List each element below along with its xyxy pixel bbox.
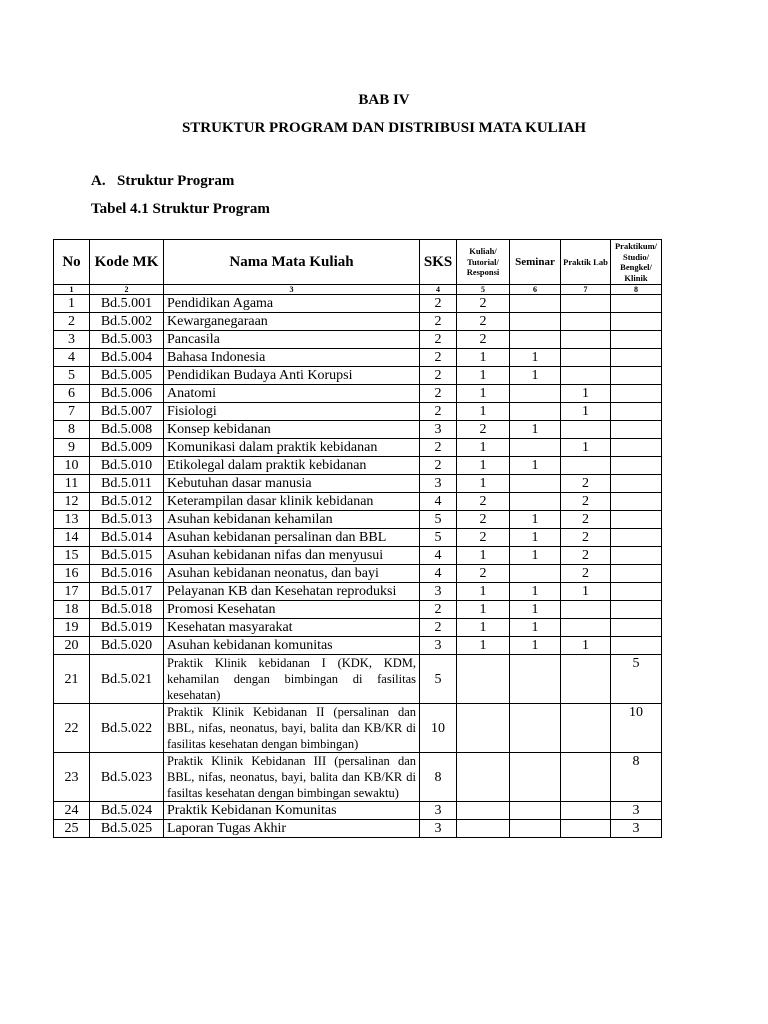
- table-row: [54, 457, 662, 475]
- cell-seminar: [510, 313, 561, 331]
- cell-kuliah: 1: [457, 547, 510, 565]
- cell-seminar: 1: [510, 601, 561, 619]
- cell-kode-mk: Bd.5.016: [90, 565, 164, 583]
- table-row: [54, 820, 662, 838]
- cell-no: 2: [54, 313, 90, 331]
- cell-sks: 2: [420, 601, 457, 619]
- header-praktikum: Praktikum/ Studio/ Bengkel/ Klinik: [611, 240, 662, 285]
- cell-seminar: [510, 403, 561, 421]
- cell-sks: 2: [420, 367, 457, 385]
- cell-seminar: [510, 753, 561, 802]
- cell-praktik-lab: 1: [561, 439, 611, 457]
- cell-praktikum: [611, 295, 662, 313]
- cell-praktikum: [611, 385, 662, 403]
- cell-no: 3: [54, 331, 90, 349]
- cell-kode-mk: Bd.5.011: [90, 475, 164, 493]
- cell-nama-mata-kuliah: Pancasila: [164, 331, 420, 349]
- cell-sks: 2: [420, 439, 457, 457]
- cell-sks: 2: [420, 403, 457, 421]
- cell-sks: 2: [420, 619, 457, 637]
- cell-no: 11: [54, 475, 90, 493]
- cell-seminar: [510, 565, 561, 583]
- cell-seminar: [510, 295, 561, 313]
- program-structure-table: [53, 239, 662, 838]
- header-no: No: [54, 240, 90, 285]
- cell-kode-mk: Bd.5.002: [90, 313, 164, 331]
- cell-kode-mk: Bd.5.006: [90, 385, 164, 403]
- cell-no: 5: [54, 367, 90, 385]
- cell-nama-mata-kuliah: Kewarganegaraan: [164, 313, 420, 331]
- section-letter: A.: [91, 173, 106, 189]
- table-row: [54, 637, 662, 655]
- cell-seminar: 1: [510, 619, 561, 637]
- cell-sks: 5: [420, 511, 457, 529]
- cell-kuliah: 1: [457, 439, 510, 457]
- table-row: [54, 704, 662, 753]
- cell-kode-mk: Bd.5.003: [90, 331, 164, 349]
- cell-praktikum: 3: [611, 820, 662, 838]
- cell-no: 7: [54, 403, 90, 421]
- cell-praktikum: [611, 313, 662, 331]
- cell-praktik-lab: [561, 655, 611, 704]
- cell-kode-mk: Bd.5.004: [90, 349, 164, 367]
- cell-kode-mk: Bd.5.007: [90, 403, 164, 421]
- cell-nama-mata-kuliah: Praktik Klinik kebidanan I (KDK, KDM, kehamilan dengan bimbingan di fasilitas kesehatan): [164, 655, 420, 704]
- table-row: [54, 439, 662, 457]
- cell-kode-mk: Bd.5.021: [90, 655, 164, 704]
- table-caption: Tabel 4.1 Struktur Program: [91, 201, 270, 217]
- cell-nama-mata-kuliah: Bahasa Indonesia: [164, 349, 420, 367]
- header-nama-mata-kuliah: Nama Mata Kuliah: [164, 240, 420, 285]
- cell-praktik-lab: [561, 457, 611, 475]
- cell-praktik-lab: 1: [561, 637, 611, 655]
- cell-sks: 3: [420, 802, 457, 820]
- cell-praktikum: [611, 475, 662, 493]
- cell-kuliah: 2: [457, 295, 510, 313]
- cell-kode-mk: Bd.5.015: [90, 547, 164, 565]
- cell-praktik-lab: 2: [561, 493, 611, 511]
- cell-sks: 10: [420, 704, 457, 753]
- table-row: [54, 313, 662, 331]
- cell-seminar: 1: [510, 421, 561, 439]
- cell-sks: 2: [420, 295, 457, 313]
- cell-praktikum: 5: [611, 655, 662, 704]
- header-seminar: Seminar: [510, 240, 561, 285]
- cell-kode-mk: Bd.5.009: [90, 439, 164, 457]
- cell-nama-mata-kuliah: Keterampilan dasar klinik kebidanan: [164, 493, 420, 511]
- cell-seminar: [510, 820, 561, 838]
- column-number: 1: [54, 285, 90, 295]
- cell-no: 19: [54, 619, 90, 637]
- cell-praktik-lab: [561, 753, 611, 802]
- column-number: 6: [510, 285, 561, 295]
- cell-sks: 3: [420, 421, 457, 439]
- cell-sks: 5: [420, 655, 457, 704]
- cell-kuliah: 1: [457, 583, 510, 601]
- cell-kuliah: 1: [457, 475, 510, 493]
- cell-kuliah: [457, 820, 510, 838]
- cell-kode-mk: Bd.5.005: [90, 367, 164, 385]
- cell-seminar: [510, 439, 561, 457]
- cell-kode-mk: Bd.5.001: [90, 295, 164, 313]
- table-row: [54, 802, 662, 820]
- table-row: [54, 367, 662, 385]
- section-title: Struktur Program: [117, 173, 235, 189]
- cell-sks: 3: [420, 820, 457, 838]
- cell-nama-mata-kuliah: Promosi Kesehatan: [164, 601, 420, 619]
- cell-kuliah: 1: [457, 349, 510, 367]
- cell-kode-mk: Bd.5.023: [90, 753, 164, 802]
- cell-kuliah: 2: [457, 331, 510, 349]
- table-row: [54, 655, 662, 704]
- cell-kuliah: 2: [457, 493, 510, 511]
- cell-praktikum: [611, 331, 662, 349]
- cell-no: 21: [54, 655, 90, 704]
- cell-no: 1: [54, 295, 90, 313]
- cell-sks: 5: [420, 529, 457, 547]
- cell-nama-mata-kuliah: Praktik Klinik Kebidanan III (persalinan dan BBL, nifas, neonatus, bayi, balita dan KB/KR di fasiltas kesehatan dengan bimbingan sewaktu): [164, 753, 420, 802]
- cell-nama-mata-kuliah: Asuhan kebidanan komunitas: [164, 637, 420, 655]
- cell-praktik-lab: 2: [561, 565, 611, 583]
- cell-praktik-lab: [561, 367, 611, 385]
- cell-kode-mk: Bd.5.010: [90, 457, 164, 475]
- cell-praktik-lab: 1: [561, 385, 611, 403]
- cell-no: 17: [54, 583, 90, 601]
- cell-sks: 2: [420, 349, 457, 367]
- cell-praktik-lab: 2: [561, 529, 611, 547]
- cell-nama-mata-kuliah: Asuhan kebidanan neonatus, dan bayi: [164, 565, 420, 583]
- cell-praktikum: [611, 529, 662, 547]
- cell-kuliah: 2: [457, 529, 510, 547]
- cell-seminar: [510, 331, 561, 349]
- header-sks: SKS: [420, 240, 457, 285]
- column-number: 7: [561, 285, 611, 295]
- table-row: [54, 349, 662, 367]
- cell-kuliah: 2: [457, 421, 510, 439]
- cell-sks: 4: [420, 565, 457, 583]
- cell-nama-mata-kuliah: Fisiologi: [164, 403, 420, 421]
- cell-kode-mk: Bd.5.025: [90, 820, 164, 838]
- column-number: 5: [457, 285, 510, 295]
- cell-praktikum: 3: [611, 802, 662, 820]
- table-row: [54, 403, 662, 421]
- cell-praktikum: [611, 457, 662, 475]
- cell-nama-mata-kuliah: Konsep kebidanan: [164, 421, 420, 439]
- cell-no: 10: [54, 457, 90, 475]
- cell-seminar: 1: [510, 529, 561, 547]
- table-row: [54, 753, 662, 802]
- cell-praktikum: 10: [611, 704, 662, 753]
- table-row: [54, 295, 662, 313]
- cell-nama-mata-kuliah: Komunikasi dalam praktik kebidanan: [164, 439, 420, 457]
- cell-praktikum: [611, 619, 662, 637]
- cell-no: 6: [54, 385, 90, 403]
- cell-praktikum: [611, 421, 662, 439]
- cell-no: 18: [54, 601, 90, 619]
- cell-praktikum: [611, 601, 662, 619]
- cell-praktikum: [611, 493, 662, 511]
- cell-praktikum: [611, 511, 662, 529]
- table-row: [54, 565, 662, 583]
- cell-no: 15: [54, 547, 90, 565]
- cell-kode-mk: Bd.5.018: [90, 601, 164, 619]
- cell-no: 9: [54, 439, 90, 457]
- cell-nama-mata-kuliah: Kebutuhan dasar manusia: [164, 475, 420, 493]
- cell-nama-mata-kuliah: Asuhan kebidanan nifas dan menyusui: [164, 547, 420, 565]
- cell-nama-mata-kuliah: Etikolegal dalam praktik kebidanan: [164, 457, 420, 475]
- cell-nama-mata-kuliah: Praktik Klinik Kebidanan II (persalinan dan BBL, nifas, neonatus, bayi, balita dan KB/KR di fasilitas kesehatan dengan bimbingan): [164, 704, 420, 753]
- cell-kuliah: 2: [457, 565, 510, 583]
- cell-seminar: [510, 385, 561, 403]
- table-row: [54, 421, 662, 439]
- header-kode-mk: Kode MK: [90, 240, 164, 285]
- cell-kode-mk: Bd.5.012: [90, 493, 164, 511]
- cell-sks: 8: [420, 753, 457, 802]
- column-number: 4: [420, 285, 457, 295]
- cell-no: 25: [54, 820, 90, 838]
- cell-kuliah: 1: [457, 403, 510, 421]
- cell-no: 14: [54, 529, 90, 547]
- cell-kuliah: [457, 753, 510, 802]
- cell-praktik-lab: [561, 802, 611, 820]
- cell-kode-mk: Bd.5.017: [90, 583, 164, 601]
- cell-praktik-lab: [561, 313, 611, 331]
- cell-seminar: 1: [510, 349, 561, 367]
- section-heading: [91, 173, 234, 190]
- cell-kuliah: 1: [457, 601, 510, 619]
- cell-seminar: [510, 493, 561, 511]
- header-praktik-lab: Praktik Lab: [561, 240, 611, 285]
- cell-praktik-lab: [561, 331, 611, 349]
- cell-kode-mk: Bd.5.024: [90, 802, 164, 820]
- cell-nama-mata-kuliah: Pendidikan Agama: [164, 295, 420, 313]
- cell-praktikum: [611, 349, 662, 367]
- cell-praktik-lab: [561, 421, 611, 439]
- cell-kuliah: 1: [457, 367, 510, 385]
- cell-kode-mk: Bd.5.019: [90, 619, 164, 637]
- cell-praktik-lab: 2: [561, 511, 611, 529]
- table-row: [54, 583, 662, 601]
- cell-praktik-lab: [561, 601, 611, 619]
- cell-kuliah: [457, 655, 510, 704]
- cell-seminar: 1: [510, 547, 561, 565]
- cell-kuliah: 2: [457, 313, 510, 331]
- cell-kode-mk: Bd.5.013: [90, 511, 164, 529]
- cell-kuliah: [457, 802, 510, 820]
- cell-sks: 3: [420, 475, 457, 493]
- table-row: [54, 331, 662, 349]
- cell-nama-mata-kuliah: Anatomi: [164, 385, 420, 403]
- cell-praktikum: [611, 403, 662, 421]
- table-row: [54, 493, 662, 511]
- cell-no: 22: [54, 704, 90, 753]
- cell-nama-mata-kuliah: Pelayanan KB dan Kesehatan reproduksi: [164, 583, 420, 601]
- column-number: 2: [90, 285, 164, 295]
- cell-praktik-lab: [561, 295, 611, 313]
- cell-praktik-lab: 1: [561, 403, 611, 421]
- cell-seminar: 1: [510, 457, 561, 475]
- table-row: [54, 619, 662, 637]
- cell-praktik-lab: 2: [561, 475, 611, 493]
- table-row: [54, 475, 662, 493]
- header-row: [54, 240, 662, 285]
- cell-sks: 4: [420, 493, 457, 511]
- cell-praktik-lab: [561, 704, 611, 753]
- cell-seminar: [510, 802, 561, 820]
- cell-no: 16: [54, 565, 90, 583]
- cell-praktik-lab: 2: [561, 547, 611, 565]
- cell-sks: 2: [420, 313, 457, 331]
- cell-nama-mata-kuliah: Pendidikan Budaya Anti Korupsi: [164, 367, 420, 385]
- column-number-row: [54, 285, 662, 295]
- cell-nama-mata-kuliah: Asuhan kebidanan persalinan dan BBL: [164, 529, 420, 547]
- cell-praktikum: [611, 565, 662, 583]
- header-kuliah: Kuliah/ Tutorial/ Responsi: [457, 240, 510, 285]
- cell-no: 4: [54, 349, 90, 367]
- cell-no: 23: [54, 753, 90, 802]
- cell-sks: 2: [420, 331, 457, 349]
- cell-praktik-lab: [561, 820, 611, 838]
- cell-seminar: 1: [510, 583, 561, 601]
- cell-nama-mata-kuliah: Praktik Kebidanan Komunitas: [164, 802, 420, 820]
- table-row: [54, 601, 662, 619]
- table-row: [54, 547, 662, 565]
- cell-sks: 3: [420, 583, 457, 601]
- column-number: 3: [164, 285, 420, 295]
- cell-no: 24: [54, 802, 90, 820]
- cell-seminar: 1: [510, 637, 561, 655]
- table-row: [54, 385, 662, 403]
- cell-kuliah: 2: [457, 511, 510, 529]
- cell-kode-mk: Bd.5.008: [90, 421, 164, 439]
- cell-praktikum: 8: [611, 753, 662, 802]
- cell-no: 12: [54, 493, 90, 511]
- cell-sks: 2: [420, 385, 457, 403]
- cell-kode-mk: Bd.5.022: [90, 704, 164, 753]
- cell-nama-mata-kuliah: Laporan Tugas Akhir: [164, 820, 420, 838]
- cell-seminar: [510, 475, 561, 493]
- cell-praktik-lab: 1: [561, 583, 611, 601]
- table-row: [54, 529, 662, 547]
- cell-sks: 2: [420, 457, 457, 475]
- chapter-heading: BAB IV: [358, 92, 410, 108]
- cell-seminar: 1: [510, 367, 561, 385]
- cell-praktikum: [611, 367, 662, 385]
- cell-kuliah: 1: [457, 619, 510, 637]
- chapter-title: STRUKTUR PROGRAM DAN DISTRIBUSI MATA KULIAH: [181, 120, 587, 136]
- cell-nama-mata-kuliah: Asuhan kebidanan kehamilan: [164, 511, 420, 529]
- cell-nama-mata-kuliah: Kesehatan masyarakat: [164, 619, 420, 637]
- column-number: 8: [611, 285, 662, 295]
- cell-kuliah: 1: [457, 385, 510, 403]
- cell-praktikum: [611, 583, 662, 601]
- cell-praktikum: [611, 637, 662, 655]
- cell-kuliah: 1: [457, 457, 510, 475]
- cell-seminar: 1: [510, 511, 561, 529]
- cell-seminar: [510, 704, 561, 753]
- cell-sks: 3: [420, 637, 457, 655]
- cell-praktikum: [611, 439, 662, 457]
- cell-seminar: [510, 655, 561, 704]
- cell-kuliah: [457, 704, 510, 753]
- cell-no: 8: [54, 421, 90, 439]
- cell-praktik-lab: [561, 619, 611, 637]
- cell-praktik-lab: [561, 349, 611, 367]
- cell-no: 13: [54, 511, 90, 529]
- table-row: [54, 511, 662, 529]
- cell-kode-mk: Bd.5.014: [90, 529, 164, 547]
- cell-kode-mk: Bd.5.020: [90, 637, 164, 655]
- cell-no: 20: [54, 637, 90, 655]
- cell-kuliah: 1: [457, 637, 510, 655]
- cell-praktikum: [611, 547, 662, 565]
- cell-sks: 4: [420, 547, 457, 565]
